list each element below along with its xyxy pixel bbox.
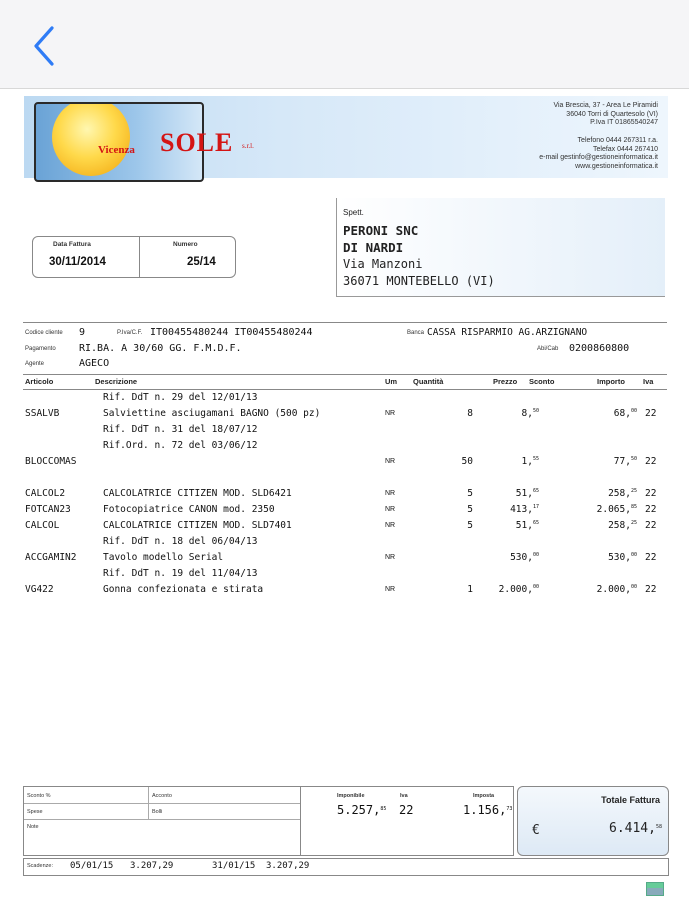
- address-spacer: [539, 128, 658, 137]
- amount-int: 258,: [608, 488, 631, 499]
- item-price: [522, 408, 539, 419]
- amount-int: 77,: [613, 456, 631, 467]
- due-date-1: 05/01/15: [70, 861, 114, 871]
- price-dec: 55: [532, 456, 539, 462]
- document-icon: [646, 882, 664, 896]
- amount-int: 2.000,: [596, 584, 631, 595]
- total-int: 6.414,: [609, 821, 656, 836]
- invoice-footer: [23, 786, 667, 856]
- item-quantity: 5: [467, 504, 473, 515]
- divider: [24, 819, 300, 820]
- amount-int: 530,: [608, 552, 631, 563]
- payment-label: Pagamento: [25, 346, 56, 352]
- imponibile-label: Imponibile: [337, 793, 365, 799]
- col-articolo: Articolo: [25, 377, 54, 386]
- item-description: Rif.Ord. n. 72 del 03/06/12: [103, 440, 258, 451]
- price-int: 51,: [515, 520, 533, 531]
- item-amount: [608, 488, 637, 499]
- invoice-meta-box: [32, 236, 236, 278]
- item-price: [522, 456, 539, 467]
- item-unit: NR: [385, 586, 396, 593]
- item-vat: 22: [645, 504, 657, 515]
- imposta-value: [463, 803, 512, 817]
- address-line: www.gestioneinformatica.it: [575, 162, 658, 170]
- col-sconto: Sconto: [529, 377, 555, 386]
- address-line: 36040 Torri di Quartesolo (VI): [566, 110, 658, 118]
- imposta-int: 1.156,: [463, 803, 507, 817]
- price-dec: 65: [532, 520, 539, 526]
- price-int: 8,: [521, 408, 533, 419]
- item-description: CALCOLATRICE CITIZEN MOD. SLD7401: [103, 520, 292, 531]
- item-vat: 22: [645, 584, 657, 595]
- imponibile-value: [337, 803, 386, 817]
- table-row: [23, 518, 667, 534]
- item-amount: [608, 552, 637, 563]
- footer-extras: [23, 786, 301, 856]
- recipient-city: 36071 MONTEBELLO (VI): [343, 274, 495, 288]
- item-price: [516, 520, 539, 531]
- number-label: Numero: [173, 241, 198, 248]
- amount-int: 68,: [613, 408, 631, 419]
- table-row: [23, 534, 667, 550]
- bank-name: CASSA RISPARMIO AG.ARZIGNANO: [427, 327, 588, 338]
- amount-dec: 00: [630, 408, 637, 414]
- table-row: [23, 582, 667, 598]
- item-price: [510, 552, 539, 563]
- price-dec: 00: [532, 552, 539, 558]
- item-quantity: 8: [467, 408, 473, 419]
- price-dec: 00: [532, 584, 539, 590]
- item-unit: NR: [385, 522, 396, 529]
- total-dec: 58: [655, 824, 662, 830]
- amount-dec: 00: [630, 584, 637, 590]
- item-description: Rif. DdT n. 19 del 11/04/13: [103, 568, 258, 579]
- amount-dec: 00: [630, 552, 637, 558]
- table-row: [23, 422, 667, 438]
- col-iva: Iva: [643, 377, 654, 386]
- item-price: [510, 504, 539, 515]
- recipient-name-2: DI NARDI: [343, 240, 404, 255]
- total-value: [609, 821, 662, 836]
- item-unit: NR: [385, 410, 396, 417]
- divider: [148, 787, 149, 819]
- agent-value: AGECO: [79, 358, 110, 369]
- address-line: Telefax 0444 267410: [593, 145, 658, 153]
- table-row: [23, 550, 667, 566]
- price-int: 530,: [510, 552, 533, 563]
- total-box: [517, 786, 669, 856]
- table-row: [23, 566, 667, 582]
- due-amount-2: 3.207,29: [266, 861, 310, 871]
- item-amount: [614, 408, 637, 419]
- address-line: P.Iva IT 01865540247: [590, 119, 658, 127]
- col-importo: Importo: [597, 377, 625, 386]
- item-description: Salviettine asciugamani BAGNO (500 pz): [103, 408, 321, 419]
- address-line: Via Brescia, 37 - Area Le Piramidi: [553, 102, 658, 109]
- address-line: e-mail gestinfo@gestioneinformatica.it: [539, 154, 658, 162]
- logo-city: Vicenza: [98, 144, 135, 156]
- price-int: 413,: [510, 504, 533, 515]
- item-unit: NR: [385, 506, 396, 513]
- due-dates: [23, 858, 669, 876]
- price-int: 2.000,: [498, 584, 533, 595]
- logo-name: SOLE: [160, 128, 234, 157]
- price-int: 1,: [521, 456, 533, 467]
- item-price: [516, 488, 539, 499]
- due-date-2: 31/01/15: [212, 861, 256, 871]
- table-row: [23, 470, 667, 486]
- table-header: [23, 374, 667, 390]
- price-dec: 65: [532, 488, 539, 494]
- recipient-box: [336, 198, 665, 297]
- iva-label: Iva: [400, 793, 408, 799]
- abicab-value: 0200860800: [569, 343, 630, 354]
- imponibile-int: 5.257,: [337, 803, 381, 817]
- price-int: 51,: [515, 488, 533, 499]
- table-row: [23, 486, 667, 502]
- total-label: Totale Fattura: [601, 795, 660, 805]
- sun-icon: [52, 102, 130, 176]
- item-code: SSALVB: [25, 408, 60, 419]
- item-unit: NR: [385, 458, 396, 465]
- table-row: [23, 390, 667, 406]
- client-info: [23, 322, 667, 373]
- table-row: [23, 502, 667, 518]
- table-row: [23, 406, 667, 422]
- item-quantity: 1: [467, 584, 473, 595]
- table-row: [23, 454, 667, 470]
- item-quantity: 50: [461, 456, 473, 467]
- client-code: 9: [79, 327, 86, 338]
- item-code: CALCOL: [25, 520, 60, 531]
- logo-suffix: s.r.l.: [242, 142, 254, 150]
- item-price: [499, 584, 539, 595]
- recipient-name-1: PERONI SNC: [343, 223, 419, 238]
- item-vat: 22: [645, 552, 657, 563]
- item-quantity: 5: [467, 488, 473, 499]
- bolli-label: Bolli: [152, 809, 163, 815]
- item-unit: NR: [385, 554, 396, 561]
- company-address: [539, 102, 658, 172]
- imposta-dec: 73: [506, 806, 513, 812]
- imposta-label: Imposta: [473, 793, 495, 799]
- invoice-number: 25/14: [187, 256, 216, 268]
- item-code: FOTCAN23: [25, 504, 71, 515]
- chevron-left-icon[interactable]: [28, 24, 64, 68]
- price-dec: 17: [532, 504, 539, 510]
- recipient-street: Via Manzoni: [343, 257, 423, 271]
- iva-value: 22: [399, 803, 414, 817]
- col-quantita: Quantità: [413, 377, 444, 386]
- amount-dec: 25: [630, 488, 637, 494]
- due-dates-label: Scadenze:: [27, 863, 53, 869]
- divider: [24, 803, 300, 804]
- item-vat: 22: [645, 520, 657, 531]
- price-dec: 50: [532, 408, 539, 414]
- amount-dec: 25: [630, 520, 637, 526]
- item-code: CALCOL2: [25, 488, 66, 499]
- address-line: Telefono 0444 267311 r.a.: [577, 136, 658, 144]
- item-code: ACCGAMIN2: [25, 552, 77, 563]
- item-description: Rif. DdT n. 29 del 12/01/13: [103, 392, 258, 403]
- note-label: Note: [27, 824, 39, 830]
- amount-dec: 85: [630, 504, 637, 510]
- item-vat: 22: [645, 456, 657, 467]
- item-amount: [614, 456, 637, 467]
- payment-terms: RI.BA. A 30/60 GG. F.M.D.F.: [79, 343, 242, 354]
- spese-label: Spese: [27, 809, 43, 815]
- sconto-label: Sconto %: [27, 793, 51, 799]
- acconto-label: Acconto: [152, 793, 172, 799]
- item-amount: [597, 584, 637, 595]
- item-code: BLOCCOMAS: [25, 456, 77, 467]
- amount-int: 2.065,: [596, 504, 631, 515]
- date-label: Data Fattura: [53, 241, 91, 248]
- bank-label: Banca: [407, 330, 425, 336]
- vat-number: IT00455480244 IT00455480244: [150, 327, 313, 338]
- item-description: Tavolo modello Serial: [103, 552, 224, 563]
- navigation-bar: [0, 0, 689, 89]
- item-unit: NR: [385, 490, 396, 497]
- item-amount: [597, 504, 637, 515]
- col-um: Um: [385, 377, 398, 386]
- table-row: [23, 438, 667, 454]
- header-band: [24, 96, 668, 178]
- invoice-document: [18, 92, 670, 900]
- vat-label: P.Iva/C.F.: [117, 330, 143, 336]
- agent-label: Agente: [25, 361, 45, 367]
- item-description: Fotocopiatrice CANON mod. 2350: [103, 504, 275, 515]
- client-code-label: Codice cliente: [25, 330, 63, 336]
- item-description: Rif. DdT n. 18 del 06/04/13: [103, 536, 258, 547]
- item-vat: 22: [645, 408, 657, 419]
- footer-taxes: [299, 786, 514, 856]
- item-amount: [608, 520, 637, 531]
- imponibile-dec: 85: [380, 806, 387, 812]
- amount-int: 258,: [608, 520, 631, 531]
- invoice-date: 30/11/2014: [49, 256, 106, 268]
- amount-dec: 50: [630, 456, 637, 462]
- item-description: Rif. DdT n. 31 del 18/07/12: [103, 424, 258, 435]
- item-quantity: 5: [467, 520, 473, 531]
- item-vat: 22: [645, 488, 657, 499]
- currency-symbol: €: [532, 823, 540, 838]
- col-prezzo: Prezzo: [493, 377, 518, 386]
- col-descrizione: Descrizione: [95, 377, 138, 386]
- recipient-label: Spett.: [343, 208, 364, 217]
- item-code: VG422: [25, 584, 54, 595]
- due-amount-1: 3.207,29: [130, 861, 174, 871]
- item-description: Gonna confezionata e stirata: [103, 584, 264, 595]
- abicab-label: Abi/Cab: [537, 346, 559, 352]
- item-description: CALCOLATRICE CITIZEN MOD. SLD6421: [103, 488, 292, 499]
